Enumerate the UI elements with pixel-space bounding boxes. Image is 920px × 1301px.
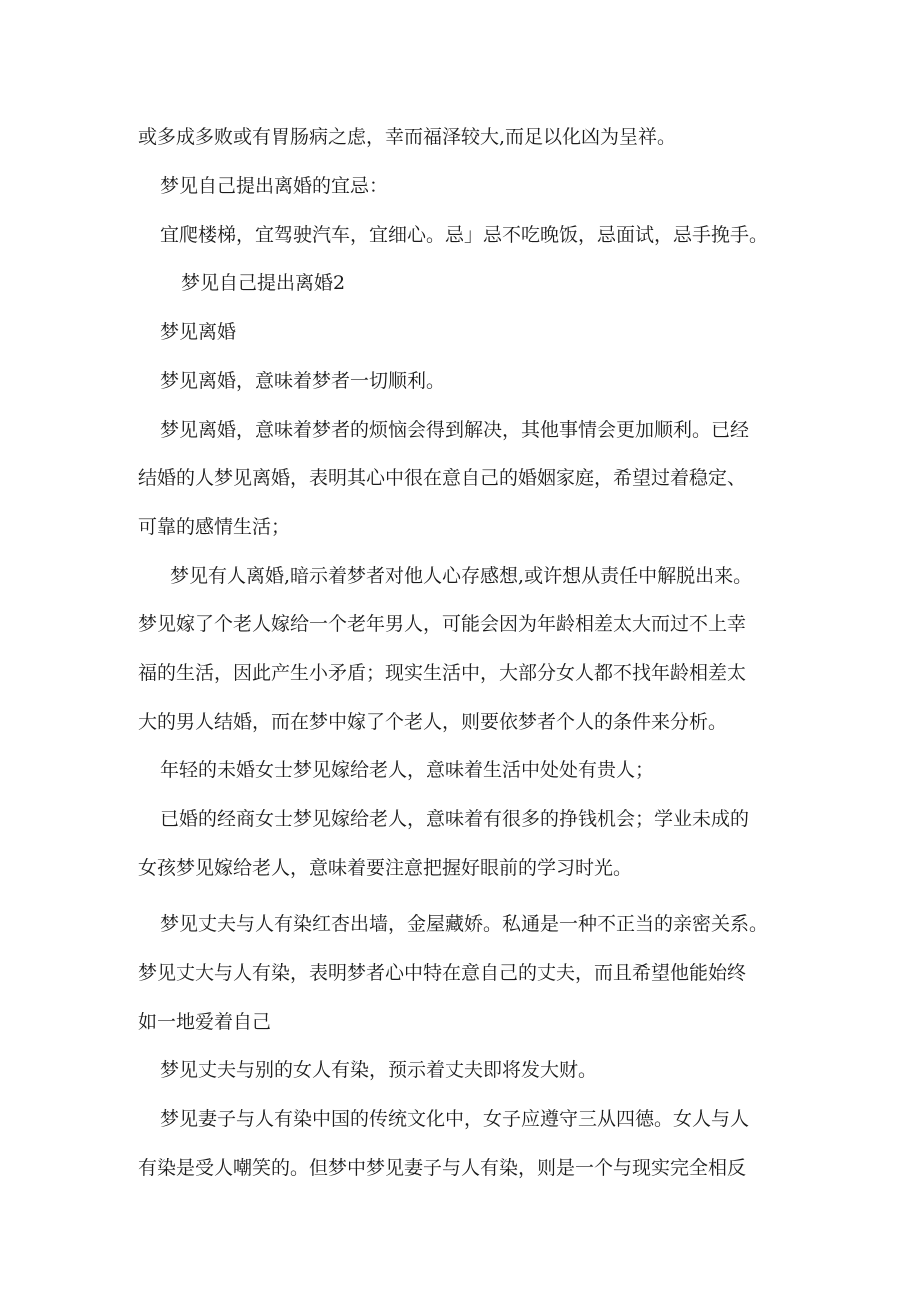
text-line: 福的生活，因此产生小矛盾；现实生活中，大部分女人都不找年龄相差太	[138, 662, 747, 684]
text-line: 或多成多败或有胃肠病之虑，幸而福泽较大,而足以化凶为呈祥。	[138, 126, 677, 148]
text-line: 梦见离婚，意味着梦者一切顺利。	[160, 370, 446, 392]
text-line: 可靠的感情生活；	[138, 516, 291, 538]
subsection-heading: 梦见离婚	[160, 321, 237, 343]
text-line: 已婚的经商女士梦见嫁给老人，意味着有很多的挣钱机会；学业未成的	[160, 808, 750, 830]
text-line: 梦见丈大与人有染，表明梦者心中特在意自己的丈夫，而且希望他能始终	[138, 962, 747, 984]
text-line: 梦见自己提出离婚的宜忌：	[160, 175, 389, 197]
text-line: 女孩梦见嫁给老人，意味着要注意把握好眼前的学习时光。	[138, 857, 633, 879]
text-line: 宜爬楼梯，宜驾驶汽车，宜细心。忌」忌不吃晚饭，忌面试，忌手挽手。	[160, 224, 769, 246]
text-line: 结婚的人梦见离婚，表明其心中很在意自己的婚姻家庭，希望过着稳定、	[138, 467, 747, 489]
section-heading: 梦见自己提出离婚2	[181, 272, 346, 294]
text-line: 梦见丈夫与人有染红杏出墙，金屋藏娇。私通是一种不正当的亲密关系。	[160, 913, 769, 935]
text-line: 如一地爱着自己	[138, 1011, 272, 1033]
text-line: 年轻的未婚女士梦见嫁给老人，意味着生活中处处有贵人；	[160, 759, 655, 781]
text-line: 梦见妻子与人有染中国的传统文化中，女子应遵守三从四德。女人与人	[160, 1108, 750, 1130]
text-line: 梦见丈夫与别的女人有染，预示着丈夫即将发大财。	[160, 1059, 598, 1081]
text-line: 有染是受人嘲笑的。但梦中梦见妻子与人有染，则是一个与现实完全相反	[138, 1157, 747, 1179]
text-line: 梦见离婚，意味着梦者的烦恼会得到解决，其他事情会更加顺利。已经	[160, 419, 750, 441]
text-line: 梦见有人离婚,暗示着梦者对他人心存感想,或许想从责任中解脱出来。	[170, 565, 753, 587]
text-line: 梦见嫁了个老人嫁给一个老年男人，可能会因为年龄相差太大而过不上幸	[138, 613, 747, 635]
text-line: 大的男人结婚，而在梦中嫁了个老人，则要依梦者个人的条件来分析。	[138, 711, 728, 733]
